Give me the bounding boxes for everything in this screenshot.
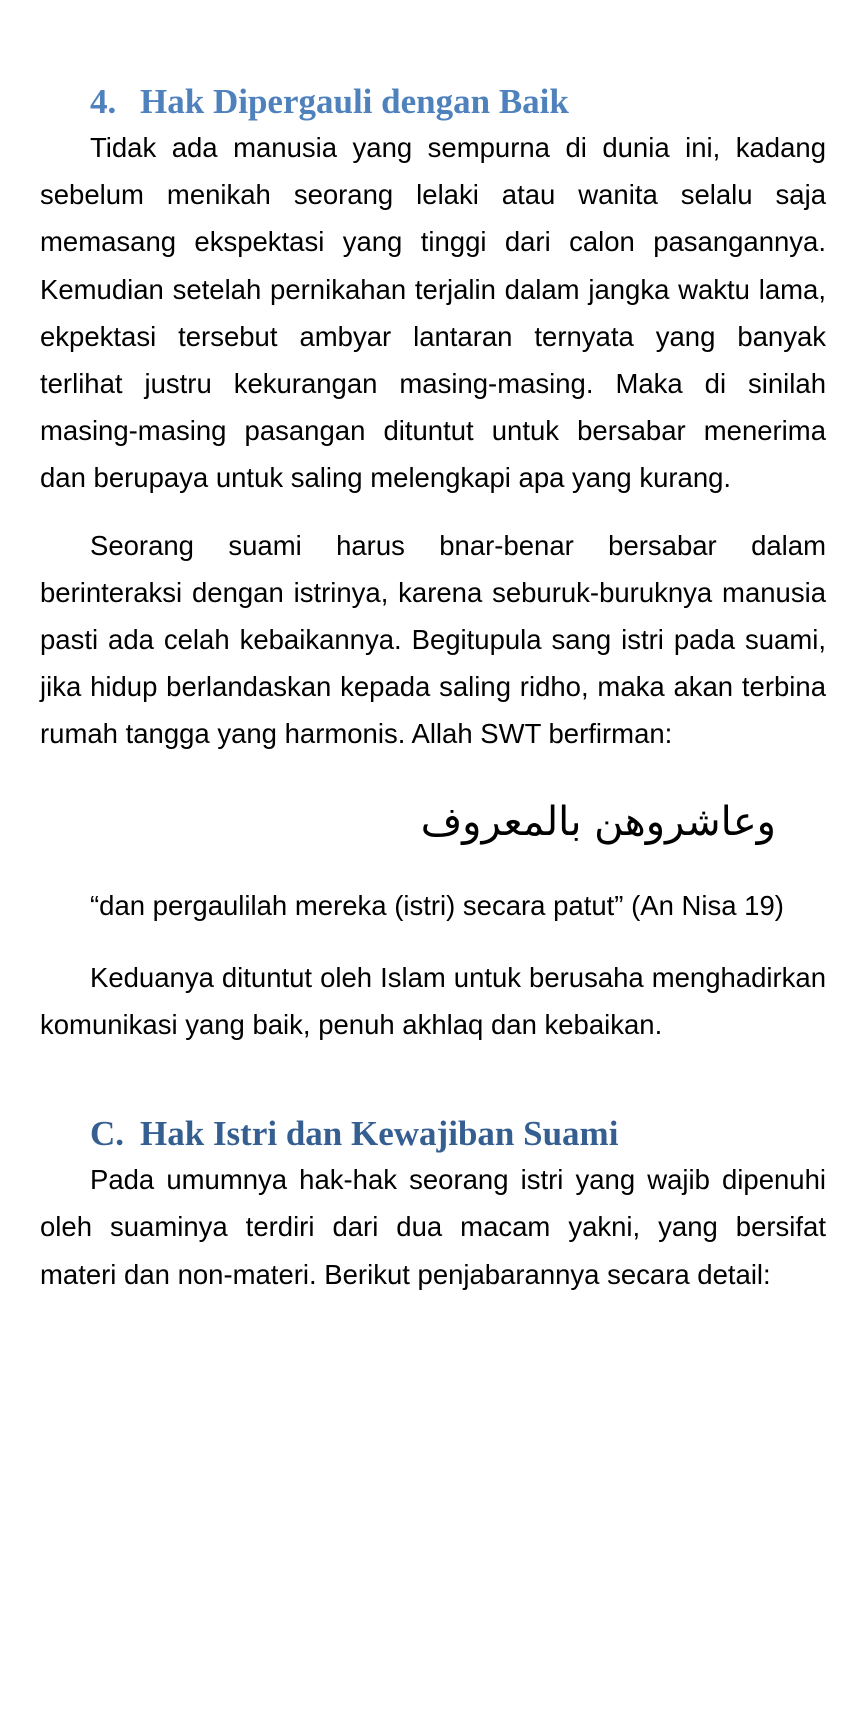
paragraph-bersabar: Seorang suami harus bnar-benar bersabar dalam berinteraksi dengan istrinya, karena seburuk-buruknya manusia pasti ada celah kebaikannya. Begitupula sang istri pada suami, jika hidup berlandaskan kepada saling ridho, maka akan terbina rumah tangga yang harmonis. Allah SWT berfirman: <box>40 529 826 750</box>
section-4-number: 4. <box>90 82 117 121</box>
section-c-title: Hak Istri dan Kewajiban Suami <box>140 1114 619 1154</box>
arabic-verse: وعاشروهن بالمعروف <box>420 798 776 845</box>
paragraph-ekspektasi: Tidak ada manusia yang sempurna di dunia ini, kadang sebelum menikah seorang lelaki atau wanita selalu saja memasang ekspektasi yang tinggi dari calon pasangannya. Kemudian setelah pernikahan terjalin dalam jangka waktu lama, ekpektasi tersebut ambyar lantaran ternyata yang banyak terlihat justru kekurangan masing-masing. Maka di sinilah masing-masing pasangan dituntut untuk bersabar menerima dan berupaya untuk saling melengkapi apa yang kurang. <box>40 132 826 494</box>
section-4-title: Hak Dipergauli dengan Baik <box>140 82 569 121</box>
section-4-heading <box>40 80 826 124</box>
section-c-number: C. <box>90 1114 125 1154</box>
verse-translation: “dan pergaulilah mereka (istri) secara patut” (An Nisa 19) <box>90 889 784 921</box>
paragraph-komunikasi: Keduanya dituntut oleh Islam untuk berusaha menghadirkan komunikasi yang baik, penuh akhlaq dan kebaikan. <box>40 961 826 1041</box>
paragraph-hak-istri: Pada umumnya hak-hak seorang istri yang wajib dipenuhi oleh suaminya terdiri dari dua macam yakni, yang bersifat materi dan non-materi. Berikut penjabarannya secara detail: <box>40 1164 826 1290</box>
section-c-heading <box>40 1112 826 1156</box>
